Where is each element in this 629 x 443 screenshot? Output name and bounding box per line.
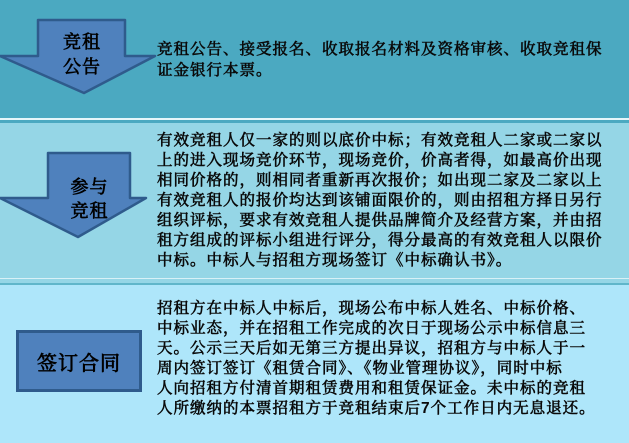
description-line: 周内签订签订《租赁合同》、《物业管理协议》，同时中标 (157, 360, 563, 377)
step2-label (48, 175, 131, 223)
description-line: 租方组成的评标小组进行评分，得分最高的有效竞租人以限价 (157, 232, 603, 249)
description-line: 相同价格的，则相同者重新再次报价；如出现二家及二家以上 (157, 172, 603, 189)
description-line: 组织评标，要求有效竞租人提供品牌简介及经营方案，并由招 (157, 212, 603, 229)
description-line: 人所缴纳的本票招租方于竞租结束后7个工作日内无息退还。 (157, 400, 596, 417)
description-line: 人向招租方付清首期租赁费用和租赁保证金。未中标的竞租 (157, 380, 587, 397)
step1-description (157, 39, 603, 81)
step2-description (157, 131, 603, 271)
step2-label-line: 参与 (70, 177, 109, 197)
rectangle-shape-step3 (16, 330, 142, 392)
description-line: 天。公示三天后如无第三方提出异议，招租方与中标人于一 (157, 340, 587, 357)
description-line: 中标。中标人与招租方现场签订《中标确认书》。 (157, 252, 513, 269)
section-divider-line (0, 283, 629, 285)
description-line: 有效竞租人的报价均达到该铺面限价的，则由招租方择日另行 (157, 192, 603, 209)
description-line: 中标业态，并在招租工作完成的次日于现场公示中标信息三 (157, 320, 587, 337)
step3-description (157, 299, 596, 419)
description-line: 竞租公告、接受报名、收取报名材料及资格审核、收取竞租保 (157, 41, 603, 58)
step3-label: 签订合同 (37, 352, 121, 375)
step1-label (38, 30, 126, 80)
description-line: 上的进入现场竞价环节，现场竞价，价高者得，如最高价出现 (157, 152, 603, 169)
section-divider-line (0, 118, 629, 120)
section-divider-line (0, 278, 629, 279)
step2-label-line: 竞租 (70, 201, 109, 221)
description-line: 证金银行本票。 (157, 62, 273, 79)
description-line: 有效竞租人仅一家的则以底价中标；有效竞租人二家或二家以 (157, 132, 603, 149)
step1-label-line: 竞租 (63, 32, 101, 52)
description-line: 招租方在中标人中标后，现场公布中标人姓名、中标价格、 (157, 300, 587, 317)
step1-label-line: 公告 (63, 57, 101, 77)
